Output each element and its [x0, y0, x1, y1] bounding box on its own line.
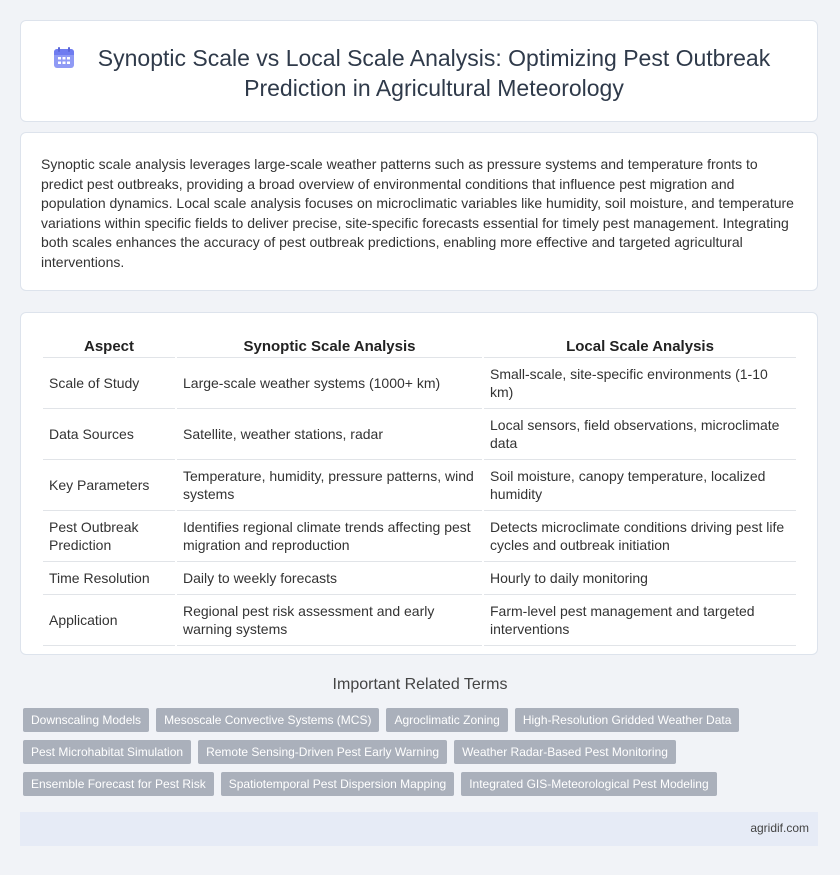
table-cell-aspect: Key Parameters — [43, 460, 175, 511]
related-term-tag[interactable]: Remote Sensing-Driven Pest Early Warning — [198, 740, 447, 764]
related-term-tag[interactable]: Agroclimatic Zoning — [386, 708, 507, 732]
page-title: Synoptic Scale vs Local Scale Analysis: Optimizing Pest Outbreak Prediction in Agricultural Meteorology — [97, 45, 771, 101]
table-cell-synoptic: Identifies regional climate trends affecting pest migration and reproduction — [177, 511, 482, 562]
intro-card — [20, 132, 818, 291]
footer — [20, 812, 818, 846]
table-cell-local: Small-scale, site-specific environments (1-10 km) — [484, 358, 796, 409]
table-row — [43, 511, 796, 562]
table-row — [43, 358, 796, 409]
related-term-tag[interactable]: High-Resolution Gridded Weather Data — [515, 708, 740, 732]
table-cell-local: Local sensors, field observations, microclimate data — [484, 409, 796, 460]
related-term-tag[interactable]: Weather Radar-Based Pest Monitoring — [454, 740, 676, 764]
related-term-tag[interactable]: Spatiotemporal Pest Dispersion Mapping — [221, 772, 454, 796]
related-term-tag[interactable]: Pest Microhabitat Simulation — [23, 740, 191, 764]
column-header-aspect: Aspect — [43, 335, 175, 358]
table-cell-local: Farm-level pest management and targeted interventions — [484, 595, 796, 646]
table-cell-local: Hourly to daily monitoring — [484, 562, 796, 595]
table-cell-synoptic: Daily to weekly forecasts — [177, 562, 482, 595]
table-cell-local: Soil moisture, canopy temperature, localized humidity — [484, 460, 796, 511]
comparison-table — [41, 335, 798, 646]
column-header-synoptic: Synoptic Scale Analysis — [177, 335, 482, 358]
intro-paragraph: Synoptic scale analysis leverages large-scale weather patterns such as pressure systems and temperature fronts to predict pest outbreaks, providing a broad overview of environmental conditions that influence pest migration and population dynamics. Local scale analysis focuses on microclimatic variables like humidity, soil moisture, and temperature variations within specific fields to deliver precise, site-specific forecasts essential for timely pest management. Integrating both scales enhances the accuracy of pest outbreak predictions, enabling more effective and targeted agricultural interventions. — [41, 156, 794, 270]
table-cell-synoptic: Large-scale weather systems (1000+ km) — [177, 358, 482, 409]
related-terms-heading: Important Related Terms — [332, 676, 508, 693]
related-term-tag[interactable]: Downscaling Models — [23, 708, 149, 732]
table-row — [43, 409, 796, 460]
table-cell-aspect: Application — [43, 595, 175, 646]
related-term-tag[interactable]: Mesoscale Convective Systems (MCS) — [156, 708, 379, 732]
column-header-local: Local Scale Analysis — [484, 335, 796, 358]
table-header-row — [43, 335, 796, 358]
table-cell-synoptic: Temperature, humidity, pressure patterns, wind systems — [177, 460, 482, 511]
comparison-table-card — [20, 312, 818, 655]
table-cell-synoptic: Regional pest risk assessment and early warning systems — [177, 595, 482, 646]
table-row — [43, 595, 796, 646]
related-term-tag[interactable]: Ensemble Forecast for Pest Risk — [23, 772, 214, 796]
related-term-tag[interactable]: Integrated GIS-Meteorological Pest Modeling — [461, 772, 716, 796]
table-cell-aspect: Time Resolution — [43, 562, 175, 595]
table-cell-synoptic: Satellite, weather stations, radar — [177, 409, 482, 460]
header-card — [20, 20, 818, 122]
table-row — [43, 562, 796, 595]
footer-site-link[interactable]: agridif.com — [750, 821, 809, 835]
related-terms-list — [23, 708, 823, 796]
table-row — [43, 460, 796, 511]
table-cell-aspect: Scale of Study — [43, 358, 175, 409]
table-cell-aspect: Pest Outbreak Prediction — [43, 511, 175, 562]
table-cell-aspect: Data Sources — [43, 409, 175, 460]
table-cell-local: Detects microclimate conditions driving pest life cycles and outbreak initiation — [484, 511, 796, 562]
